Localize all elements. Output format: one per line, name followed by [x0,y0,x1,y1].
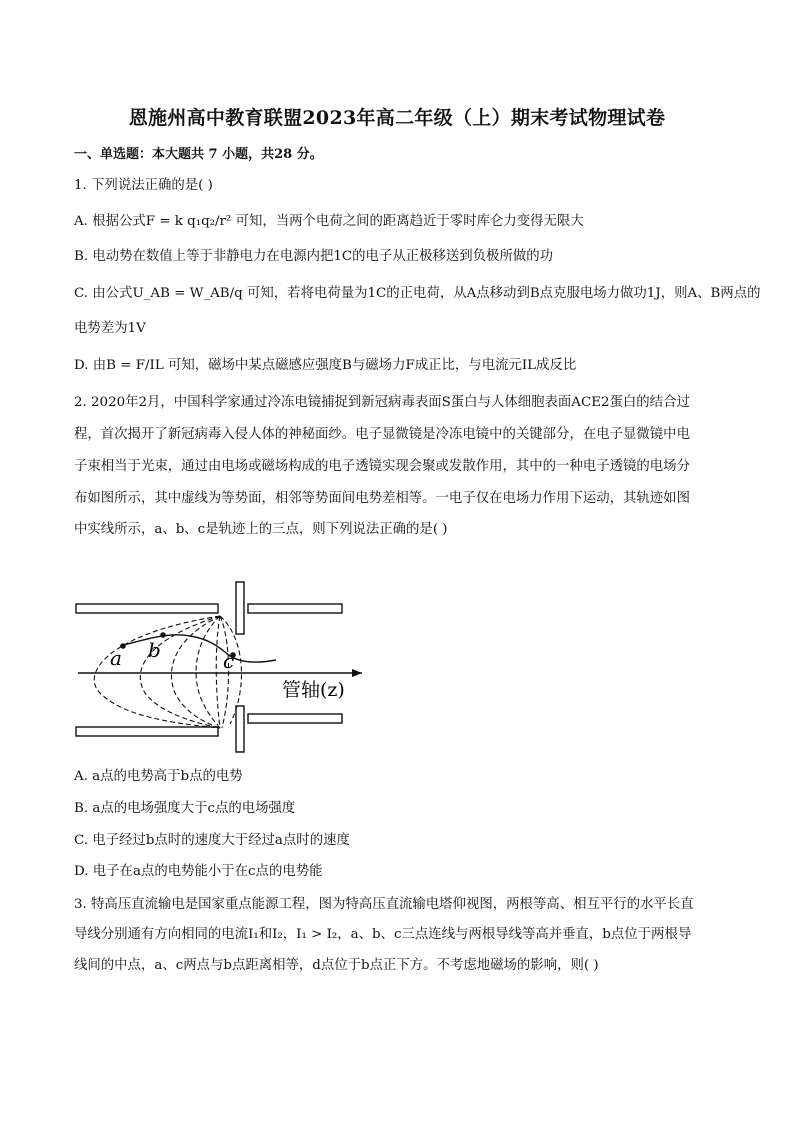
q2-stem-line1: 2. 2020年2月，中国科学家通过冷冻电镜捕捉到新冠病毒表面S蛋白与人体细胞表面ACE2蛋白的结合过 [74,395,690,410]
upper-right-plate [248,604,342,613]
equipotential-lines [94,616,241,728]
q2-option-b: B. a点的电场强度大于c点的电场强度 [74,801,296,816]
lower-left-plate [76,727,218,736]
q1-option-d: D. 由B = F/IL 可知，磁场中某点磁感应强度B与磁场力F成正比，与电流元IL成反比 [74,358,577,373]
point-b [160,632,166,638]
q3-stem-line2: 导线分别通有方向相同的电流I₁和I₂，I₁ > I₂，a、b、c三点连线与两根导线等高并垂直，b点位于两根导 [74,927,692,942]
q2-stem-line5: 中实线所示，a、b、c是轨迹上的三点，则下列说法正确的是( ) [74,522,448,537]
q1-option-c: C. 由公式U_AB = W_AB/q 可知，若将电荷量为1C的正电荷，从A点移动到B点克服电场力做功1J，则A、B两点的 [74,286,761,301]
q2-option-a: A. a点的电势高于b点的电势 [74,769,243,784]
section-heading: 一、单选题：本大题共 7 小题，共28 分。 [74,147,323,162]
electron-trajectory [120,635,276,662]
q2-option-d: D. 电子在a点的电势能小于在c点的电势能 [74,864,323,879]
q1-option-c-cont: 电势差为1V [74,321,146,336]
upper-electrode [236,582,244,634]
axis-arrowhead [352,669,362,677]
electron-lens-figure [70,578,370,753]
q3-stem-line1: 3. 特高压直流输电是国家重点能源工程，图为特高压直流输电塔仰视图，两根等高、相互平行的水平长直 [74,897,694,912]
q1-option-a: A. 根据公式F = k q₁q₂/r² 可知，当两个电荷之间的距离趋近于零时库仑力变得无限大 [74,214,584,229]
lower-right-plate [248,714,342,723]
q1-option-b: B. 电动势在数值上等于非静电力在电源内把1C的电子从正极移送到负极所做的功 [74,249,554,264]
upper-left-plate [76,604,218,613]
q1-stem: 1. 下列说法正确的是( ) [74,178,213,193]
q2-stem-line2: 程，首次揭开了新冠病毒入侵人体的神秘面纱。电子显微镜是冷冻电镜中的关键部分，在电子显微镜中电 [74,427,690,442]
q2-stem-line4: 布如图所示，其中虚线为等势面，相邻等势面间电势差相等。一电子仅在电场力作用下运动，其轨迹如图 [74,491,690,506]
label-b: b [148,638,161,662]
q2-option-c: C. 电子经过b点时的速度大于经过a点时的速度 [74,833,350,848]
label-c: c [223,649,235,673]
q3-stem-line3: 线间的中点，a、c两点与b点距离相等，d点位于b点正下方。不考虑地磁场的影响，则( ) [74,958,599,973]
q2-stem-line3: 子束相当于光束，通过由电场或磁场构成的电子透镜实现会聚或发散作用，其中的一种电子透镜的电场分 [74,459,690,474]
lower-electrode [236,706,244,752]
exam-title: 恩施州高中教育联盟2023年高二年级（上）期末考试物理试卷 [128,107,666,129]
label-a: a [110,646,122,670]
axis-label: 管轴(z) [282,679,345,701]
